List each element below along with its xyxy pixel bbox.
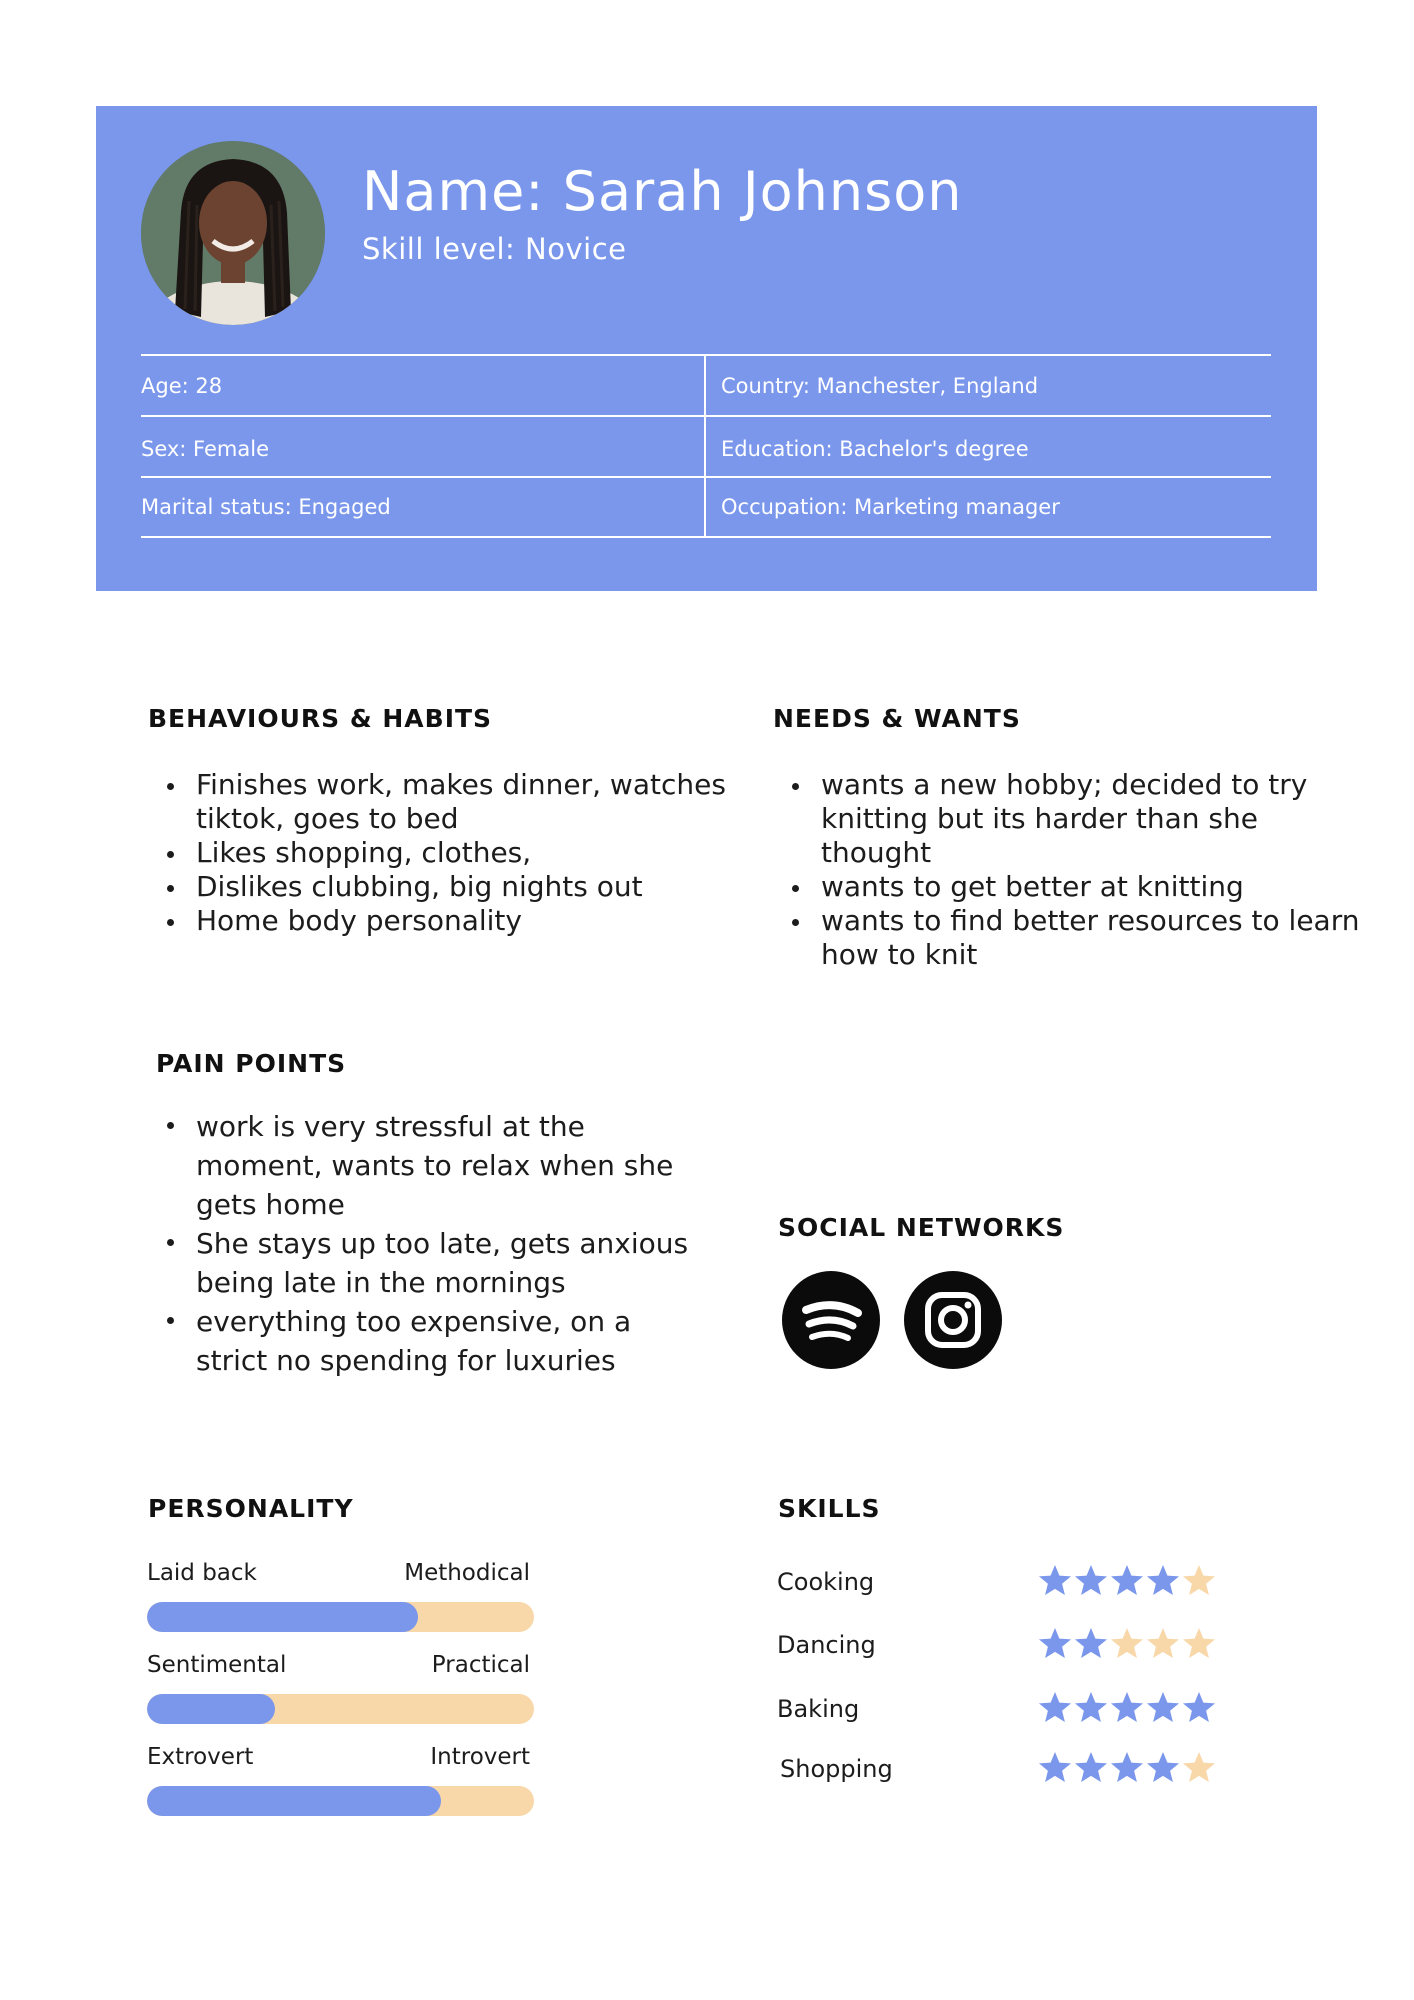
pain-points-title: PAIN POINTS — [156, 1049, 347, 1078]
divider — [141, 536, 1271, 538]
star-filled-icon — [1110, 1751, 1144, 1785]
trait-right-label: Introvert — [430, 1744, 530, 1770]
persona-name: Name: Sarah Johnson — [362, 160, 963, 223]
instagram-icon[interactable] — [904, 1271, 1002, 1369]
trait-slider — [147, 1694, 534, 1724]
star-empty-icon — [1182, 1751, 1216, 1785]
age-field: Age: 28 — [141, 374, 223, 398]
country-field: Country: Manchester, England — [721, 374, 1039, 398]
star-filled-icon — [1110, 1564, 1144, 1598]
list-item: Dislikes clubbing, big nights out — [196, 870, 736, 904]
star-filled-icon — [1038, 1691, 1072, 1725]
trait-slider — [147, 1786, 534, 1816]
marital-status-field: Marital status: Engaged — [141, 495, 391, 519]
trait-slider — [147, 1602, 534, 1632]
star-filled-icon — [1038, 1627, 1072, 1661]
list-item: wants to get better at knitting — [821, 870, 1376, 904]
star-filled-icon — [1074, 1627, 1108, 1661]
behaviours-title: BEHAVIOURS & HABITS — [148, 704, 493, 733]
skill-label: Dancing — [777, 1631, 876, 1659]
needs-list — [773, 768, 1376, 972]
star-empty-icon — [1182, 1627, 1216, 1661]
list-item: Likes shopping, clothes, — [196, 836, 736, 870]
trait-right-label: Practical — [431, 1652, 530, 1678]
star-filled-icon — [1110, 1691, 1144, 1725]
divider — [141, 476, 1271, 478]
star-filled-icon — [1074, 1564, 1108, 1598]
divider — [141, 415, 1271, 417]
avatar — [141, 141, 325, 325]
skill-label: Cooking — [777, 1568, 875, 1596]
divider — [141, 354, 1271, 356]
sex-field: Sex: Female — [141, 437, 269, 461]
star-empty-icon — [1146, 1627, 1180, 1661]
star-filled-icon — [1146, 1751, 1180, 1785]
star-filled-icon — [1182, 1691, 1216, 1725]
trait-slider-fill — [147, 1694, 275, 1724]
star-empty-icon — [1182, 1564, 1216, 1598]
pain-points-list — [148, 1107, 696, 1380]
list-item: everything too expensive, on a strict no spending for luxuries — [196, 1302, 696, 1380]
list-item: wants a new hobby; decided to try knitting but its harder than she thought — [821, 768, 1376, 870]
list-item: Home body personality — [196, 904, 736, 938]
star-filled-icon — [1074, 1751, 1108, 1785]
trait-left-label: Laid back — [147, 1560, 257, 1586]
spotify-icon[interactable] — [782, 1271, 880, 1369]
trait-slider-fill — [147, 1786, 441, 1816]
list-item: She stays up too late, gets anxious being late in the mornings — [196, 1224, 696, 1302]
list-item: Finishes work, makes dinner, watches tiktok, goes to bed — [196, 768, 736, 836]
education-field: Education: Bachelor's degree — [721, 437, 1029, 461]
list-item: wants to find better resources to learn how to knit — [821, 904, 1376, 972]
star-filled-icon — [1074, 1691, 1108, 1725]
trait-left-label: Extrovert — [147, 1744, 254, 1770]
skill-rating — [1038, 1691, 1216, 1725]
skill-rating — [1038, 1627, 1216, 1661]
star-filled-icon — [1038, 1564, 1072, 1598]
star-filled-icon — [1146, 1691, 1180, 1725]
skill-rating — [1038, 1564, 1216, 1598]
skills-title: SKILLS — [778, 1494, 881, 1523]
skill-label: Baking — [777, 1695, 860, 1723]
star-empty-icon — [1110, 1627, 1144, 1661]
demographics-grid — [141, 354, 1271, 538]
behaviours-list — [148, 768, 736, 938]
occupation-field: Occupation: Marketing manager — [721, 495, 1060, 519]
trait-slider-fill — [147, 1602, 418, 1632]
skill-rating — [1038, 1751, 1216, 1785]
social-title: SOCIAL NETWORKS — [778, 1213, 1065, 1242]
needs-title: NEEDS & WANTS — [773, 704, 1021, 733]
divider — [704, 354, 706, 538]
skill-label: Shopping — [780, 1755, 893, 1783]
list-item: work is very stressful at the moment, wants to relax when she gets home — [196, 1107, 696, 1224]
trait-right-label: Methodical — [404, 1560, 530, 1586]
trait-left-label: Sentimental — [147, 1652, 287, 1678]
personality-title: PERSONALITY — [148, 1494, 354, 1523]
star-filled-icon — [1146, 1564, 1180, 1598]
skill-level: Skill level: Novice — [362, 232, 627, 266]
star-filled-icon — [1038, 1751, 1072, 1785]
